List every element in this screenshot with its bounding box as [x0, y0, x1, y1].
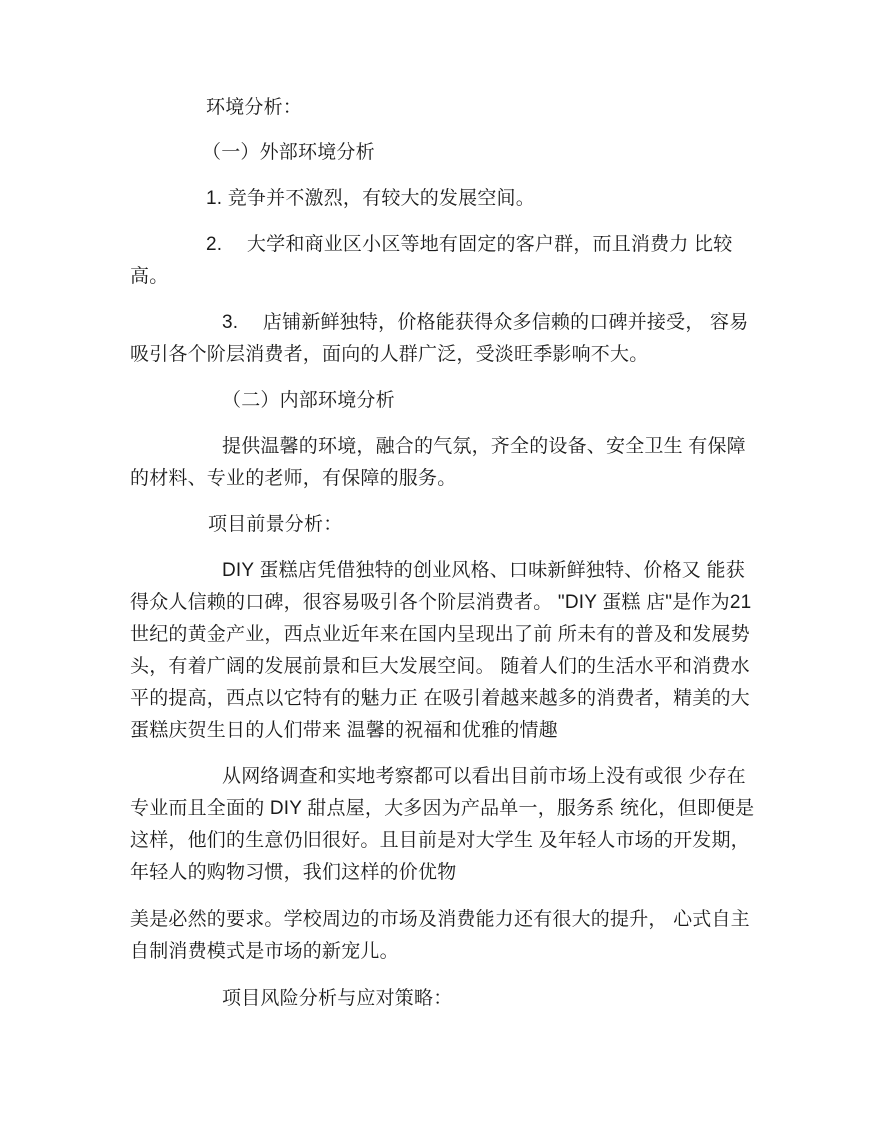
list-item-competition: 1. 竞争并不激烈，有较大的发展空间。 [206, 188, 535, 209]
body-market-survey: 从网络调查和实地考察都可以看出目前市场上没有或很 少存在专业而且全面的 DIY 甜点屋，大多因为产品单一，服务系 统化，但即便是这样，他们的生意仍旧很好。且目前是对大学生 及年轻人市场的开发期，年轻人的购物习惯，我们这样的价优物 [130, 766, 755, 883]
heading-project-prospect: 项目前景分析： [208, 514, 343, 535]
heading-internal-environment: （二）内部环境分析 [222, 390, 395, 411]
body-market-conclusion: 美是必然的要求。学校周边的市场及消费能力还有很大的提升， 心式自主自制消费模式是市场的新宠儿。 [130, 909, 750, 962]
heading-risk-analysis: 项目风险分析与应对策略： [222, 988, 453, 1009]
heading-external-environment: （一）外部环境分析 [202, 142, 375, 163]
document-body [130, 92, 756, 1015]
body-internal-environment: 提供温馨的环境，融合的气氛，齐全的设备、安全卫生 有保障的材料、专业的老师，有保障的服务。 [130, 436, 746, 489]
list-item-customer-base: 2. 大学和商业区小区等地有固定的客户群，而且消费力 比较高。 [130, 234, 733, 287]
body-project-prospect: DIY 蛋糕店凭借独特的创业风格、口味新鲜独特、价格又 能获得众人信赖的口碑，很容易吸引各个阶层消费者。 "DIY 蛋糕 店"是作为21 世纪的黄金产业，西点业近年来在国内呈现出了前 所未有的普及和发展势头，有着广阔的发展前景和巨大发展空间。 随着人们的生活水平和消费水平的提高，西点以它特有的魅力正 在吸引着越来越多的消费者，精美的大蛋糕庆贺生日的人们带来 温馨的祝福和优雅的情趣 [130, 560, 757, 741]
heading-environment-analysis: 环境分析： [206, 97, 303, 118]
list-item-shop-uniqueness: 3. 店铺新鲜独特，价格能获得众多信赖的口碑并接受， 容易吸引各个阶层消费者，面向的人群广泛，受淡旺季影响不大。 [130, 312, 749, 365]
